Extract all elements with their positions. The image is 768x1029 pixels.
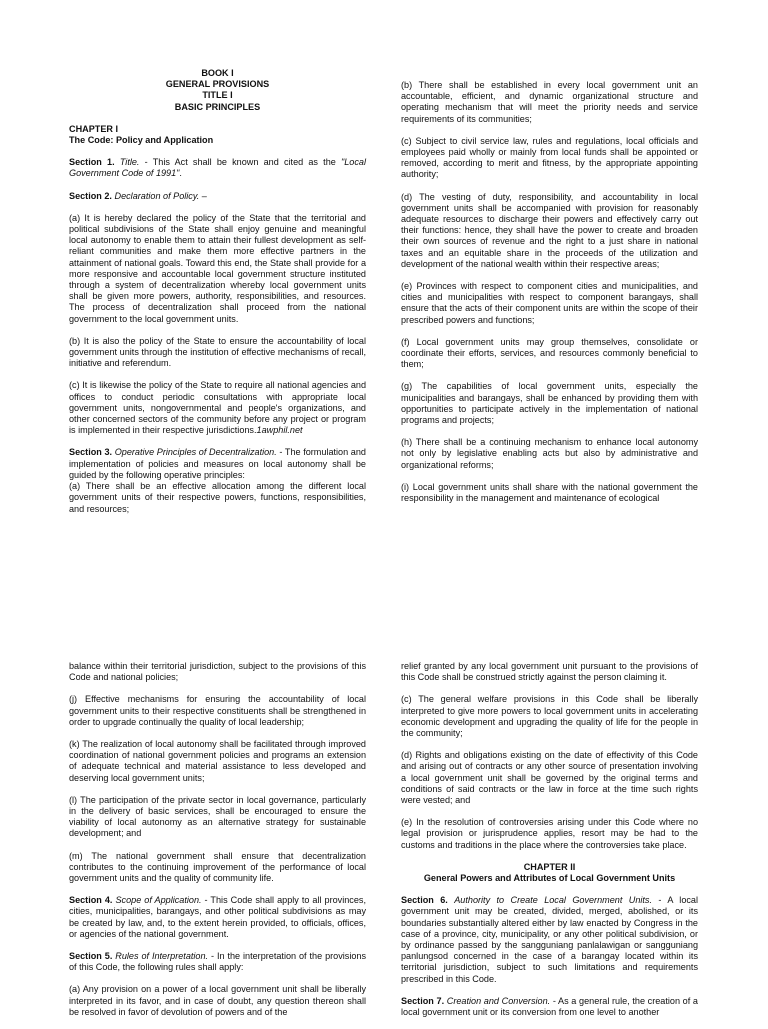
chapter-2-heading — [401, 862, 698, 884]
chapter-2-title: General Powers and Attributes of Local Government Units — [423, 873, 676, 884]
section-6-number: Section 6. — [401, 895, 448, 906]
section-1-title: Title. — [119, 157, 140, 168]
section-3-para-i: (i) Local government units shall share with the national government the responsibility in the management and maintenance of ecological — [401, 481, 698, 504]
section-5-para-c: (c) The general welfare provisions in this Code shall be liberally interpreted to give more powers to local government units in accelerating economic development and upgrading the quality of life for the people in the community; — [401, 694, 698, 739]
section-4 — [69, 895, 366, 940]
section-3-para-k: (k) The realization of local autonomy shall be facilitated through improved coordination of national government policies and programs an extension of adequate technical and material assistance to less developed and deserving local government units; — [69, 739, 366, 783]
section-1 — [69, 157, 366, 179]
section-3-para-l: (l) The participation of the private sector in local governance, particularly in the delivery of basic services, shall be encouraged to ensure the viability of local autonomy as an alternative strategy for sustainable development; and — [69, 794, 366, 839]
section-3-para-e: (e) Provinces with respect to component cities and municipalities, and cities and municipalities with respect to component barangays, shall ensure that the acts of their component units are within the scope of their prescribed powers and functions; — [401, 281, 698, 325]
chapter-2-label: CHAPTER II — [523, 861, 576, 872]
section-1-text: - This Act shall be known and cited as the — [139, 157, 342, 168]
section-3 — [69, 447, 366, 514]
section-3-para-f: (f) Local government units may group themselves, consolidate or coordinate their efforts, services, and resources commonly beneficial to them; — [401, 336, 698, 370]
chapter-1-heading — [69, 124, 366, 146]
section-7-title: Creation and Conversion. — [446, 995, 551, 1006]
section-5-number: Section 5. — [69, 951, 113, 962]
section-6 — [401, 895, 698, 985]
book-heading — [69, 68, 366, 113]
section-7 — [401, 996, 698, 1018]
section-3-text: - The formulation and implementation of policies and measures on local autonomy shall be guided by the following operative principles: — [69, 447, 366, 480]
chapter-1-title: The Code: Policy and Application — [69, 135, 214, 146]
chapter-1-label: CHAPTER I — [69, 123, 119, 134]
section-2-title: Declaration of Policy. – — [114, 190, 207, 201]
section-2-para-c — [69, 380, 366, 436]
section-3-para-d: (d) The vesting of duty, responsibility, and accountability in local government units shall be accompanied with provision for reasonably adequate resources to discharge their powers and effectively carry out their functions: hence, they shall have the power to create and broaden their own sources of revenue and the right to a just share in national taxes and an equitable share in the proceeds of the utilization and development of the national wealth within their respective areas; — [401, 191, 698, 269]
section-3-para-c: (c) Subject to civil service law, rules and regulations, local officials and employees paid wholly or mainly from local funds shall be appointed or removed, according to merit and fitness, by the appropriate appointing authority; — [401, 135, 698, 180]
section-6-title: Authority to Create Local Government Units. — [454, 895, 653, 906]
bottom-left-column — [69, 661, 366, 1029]
section-2-number: Section 2. — [69, 190, 112, 201]
book-label: BOOK I — [201, 68, 234, 78]
section-3-para-m: (m) The national government shall ensure that decentralization contributes to the continuing improvement of the performance of local government units and the quality of community life. — [69, 850, 366, 884]
section-1-end: . — [179, 168, 182, 179]
section-5-para-b-continued: relief granted by any local government unit pursuant to the provisions of this Code shall be construed strictly against the person claiming it. — [401, 661, 698, 683]
section-5 — [69, 951, 366, 973]
source-watermark: 1awphil.net — [256, 425, 303, 436]
title-label: TITLE I — [202, 90, 233, 101]
section-3-para-a: (a) There shall be an effective allocation among the different local government units of their respective powers, functions, responsibilities, and resources; — [69, 481, 366, 514]
section-1-quote: "Local Government Code of 1991" — [69, 157, 366, 179]
section-2-para-a: (a) It is hereby declared the policy of the State that the territorial and political subdivisions of the State shall enjoy genuine and meaningful local autonomy to enable them to attain their fullest development as self-reliant communities and make them more effective partners in the attainment of national goals. Toward this end, the State shall provide for a more responsive and accountable local government structure instituted through a system of decentralization whereby local government units shall be given more powers, authority, responsibilities, and resources. The process of decentralization shall proceed from the national government to the local government units. — [69, 212, 366, 324]
section-3-para-h: (h) There shall be a continuing mechanism to enhance local autonomy not only by legislative enabling acts but also by administrative and organizational reforms; — [401, 437, 698, 470]
section-5-title: Rules of Interpretation. — [115, 951, 209, 962]
section-5-text: - In the interpretation of the provisions of this Code, the following rules shall apply: — [69, 951, 367, 973]
section-5-para-e: (e) In the resolution of controversies arising under this Code where no legal provision or jurisprudence applies, resort may be had to the customs and traditions in the place where the controversies take place. — [401, 817, 698, 850]
section-2-para-b: (b) It is also the policy of the State to ensure the accountability of local government units through the institution of effective mechanisms of recall, initiative and referendum. — [69, 335, 366, 369]
section-2 — [69, 191, 366, 202]
section-3-number: Section 3. — [69, 447, 113, 458]
basic-principles-label: BASIC PRINCIPLES — [174, 101, 261, 112]
top-right-column — [401, 80, 698, 515]
section-3-para-b: (b) There shall be established in every local government unit an accountable, efficient, and dynamic organizational structure and operating mechanism that will meet the priority needs and service requirements of its communities; — [401, 80, 698, 124]
section-7-text: - As a general rule, the creation of a local government unit or its conversion from one level to another — [401, 995, 698, 1018]
top-left-column — [69, 68, 366, 526]
section-7-number: Section 7. — [401, 995, 445, 1006]
section-4-text: - This Code shall apply to all provinces, cities, municipalities, barangays, and other political subdivisions as may be created by law, and, to the extent herein provided, to officials, offices, or agencies of the national government. — [69, 895, 366, 939]
section-3-para-j: (j) Effective mechanisms for ensuring the accountability of local government units to their respective constituents shall be strengthened in order to upgrade continually the quality of local leadership; — [69, 694, 366, 727]
section-3-para-i-continued: balance within their territorial jurisdiction, subject to the provisions of this Code and national policies; — [69, 661, 366, 683]
general-provisions-label: GENERAL PROVISIONS — [165, 79, 270, 90]
section-5-para-d: (d) Rights and obligations existing on the date of effectivity of this Code and arising out of contracts or any other source of presentation involving a local government unit shall be governed by the original terms and conditions of said contracts or the law in force at the time such rights were vested; and — [401, 750, 698, 806]
section-3-title: Operative Principles of Decentralization. — [114, 447, 277, 458]
section-1-number: Section 1. — [69, 157, 115, 168]
section-5-para-a: (a) Any provision on a power of a local government unit shall be liberally interpreted in its favor, and in case of doubt, any question thereon shall be resolved in favor of devolution of powers and of the — [69, 984, 366, 1017]
section-6-text: - A local government unit may be created, divided, merged, abolished, or its boundaries substantially altered either by law enacted by Congress in the case of a province, city, municipality, or any other political subdivision, or by ordinance passed by the sangguniang panlalawigan or sangguniang panlungsod concerned in the case of a barangay located within its territorial jurisdiction, subject to such limitations and requirements prescribed in this Code. — [401, 895, 698, 984]
bottom-right-column — [401, 661, 698, 1029]
section-2-para-c-text: (c) It is likewise the policy of the State to require all national agencies and offices to conduct periodic consultations with appropriate local government units, nongovernmental and people's organizations, and other concerned sectors of the community before any project or program is implemented in their respective jurisdictions. — [69, 380, 366, 436]
section-3-para-g: (g) The capabilities of local government units, especially the municipalities and barangays, shall be enhanced by providing them with opportunities to participate actively in the implementation of national programs and projects; — [401, 381, 698, 426]
section-4-number: Section 4. — [69, 895, 113, 906]
section-4-title: Scope of Application. — [115, 895, 202, 906]
